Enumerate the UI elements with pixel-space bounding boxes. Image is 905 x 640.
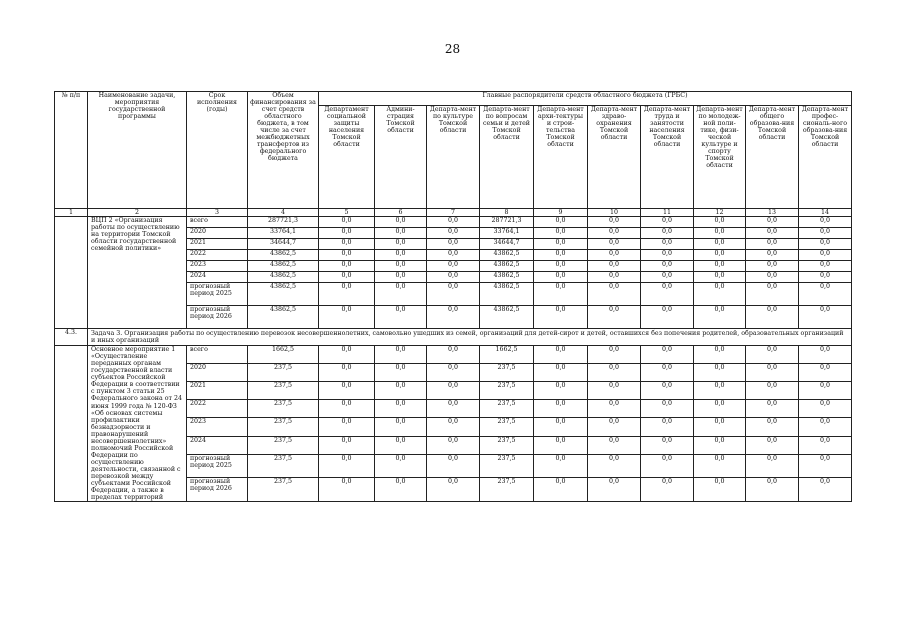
value-cell: 0,0 [375, 400, 427, 418]
value-cell: 0,0 [694, 217, 746, 228]
value-cell: 237,5 [248, 454, 319, 478]
value-cell: 0,0 [799, 283, 852, 306]
value-cell: 0,0 [375, 228, 427, 239]
period-cell: прогнозный период 2026 [187, 478, 248, 502]
value-cell: 0,0 [375, 364, 427, 382]
value-cell: 0,0 [534, 228, 588, 239]
value-cell: 0,0 [799, 272, 852, 283]
value-cell: 0,0 [641, 382, 694, 400]
task-row [55, 329, 852, 346]
value-cell: 0,0 [799, 228, 852, 239]
value-cell: 43862,5 [248, 250, 319, 261]
value-cell: 0,0 [746, 239, 799, 250]
value-cell: 0,0 [534, 217, 588, 228]
value-cell: 0,0 [641, 454, 694, 478]
value-cell: 43862,5 [480, 306, 534, 329]
value-cell: 0,0 [319, 346, 375, 364]
value-cell: 0,0 [746, 250, 799, 261]
value-cell: 0,0 [588, 454, 641, 478]
period-cell: прогнозный период 2026 [187, 306, 248, 329]
value-cell: 0,0 [534, 382, 588, 400]
value-cell: 0,0 [588, 283, 641, 306]
measure-name: Основное мероприятие 1 «Осуществление переданных органам государственной власти субъектов Российской Федерации в соответствии с пунктом 3 статьи 25 Федерального закона от 24 июня 1999 года № 120-ФЗ «Об основах системы профилактики безнадзорности и правонарушений несовершеннолетних» полномочий Российской Федерации по осуществлению деятельности, связанной с перевозкой между субъектами Российской Федерации, а также в пределах территорий [88, 346, 187, 502]
value-cell: 0,0 [319, 283, 375, 306]
value-cell: 0,0 [694, 272, 746, 283]
value-cell: 0,0 [534, 283, 588, 306]
value-cell: 0,0 [534, 306, 588, 329]
value-cell: 0,0 [694, 382, 746, 400]
value-cell: 0,0 [534, 261, 588, 272]
value-cell: 0,0 [746, 364, 799, 382]
value-cell: 0,0 [534, 250, 588, 261]
value-cell: 0,0 [799, 454, 852, 478]
period-cell: 2023 [187, 418, 248, 436]
value-cell: 0,0 [588, 382, 641, 400]
value-cell: 0,0 [694, 250, 746, 261]
value-cell: 0,0 [534, 346, 588, 364]
value-cell: 0,0 [641, 364, 694, 382]
value-cell: 0,0 [799, 217, 852, 228]
value-cell: 0,0 [694, 239, 746, 250]
value-cell: 0,0 [375, 250, 427, 261]
value-cell: 0,0 [319, 306, 375, 329]
period-cell: 2022 [187, 400, 248, 418]
value-cell: 0,0 [588, 418, 641, 436]
value-cell: 287721,3 [248, 217, 319, 228]
value-cell: 0,0 [799, 346, 852, 364]
value-cell: 0,0 [588, 261, 641, 272]
value-cell: 0,0 [799, 250, 852, 261]
period-cell: 2021 [187, 239, 248, 250]
value-cell: 237,5 [480, 382, 534, 400]
value-cell: 0,0 [375, 239, 427, 250]
value-cell: 0,0 [534, 418, 588, 436]
value-cell: 0,0 [427, 436, 480, 454]
value-cell: 1662,5 [248, 346, 319, 364]
value-cell: 0,0 [427, 228, 480, 239]
column-number: 9 [534, 209, 588, 217]
value-cell: 43862,5 [248, 306, 319, 329]
value-cell: 237,5 [248, 382, 319, 400]
value-cell: 0,0 [641, 239, 694, 250]
value-cell: 0,0 [319, 239, 375, 250]
value-cell: 0,0 [799, 418, 852, 436]
header-department: Департа-мент по молодеж-ной поли-тике, физи-ческой культуре и спорту Томской области [694, 106, 746, 209]
column-number: 3 [187, 209, 248, 217]
header-department: Департа-мент архи-тектуры и строи-тельства Томской области [534, 106, 588, 209]
value-cell: 43862,5 [480, 250, 534, 261]
value-cell: 237,5 [248, 418, 319, 436]
value-cell: 287721,3 [480, 217, 534, 228]
value-cell: 0,0 [641, 436, 694, 454]
value-cell: 0,0 [746, 217, 799, 228]
table-row [55, 217, 852, 228]
value-cell: 237,5 [248, 400, 319, 418]
value-cell: 0,0 [375, 454, 427, 478]
value-cell: 0,0 [694, 261, 746, 272]
value-cell: 0,0 [319, 400, 375, 418]
value-cell: 237,5 [480, 364, 534, 382]
value-cell: 0,0 [375, 272, 427, 283]
value-cell: 237,5 [480, 478, 534, 502]
value-cell: 0,0 [588, 346, 641, 364]
column-number: 1 [55, 209, 88, 217]
value-cell: 43862,5 [248, 272, 319, 283]
value-cell: 0,0 [588, 306, 641, 329]
value-cell: 237,5 [480, 400, 534, 418]
value-cell: 0,0 [641, 217, 694, 228]
value-cell: 0,0 [694, 306, 746, 329]
value-cell: 0,0 [427, 272, 480, 283]
value-cell: 0,0 [534, 400, 588, 418]
value-cell: 0,0 [641, 306, 694, 329]
value-cell: 0,0 [588, 272, 641, 283]
value-cell: 0,0 [427, 261, 480, 272]
value-cell: 0,0 [641, 400, 694, 418]
value-cell: 0,0 [375, 436, 427, 454]
value-cell: 0,0 [694, 478, 746, 502]
measure-name: ВЦП 2 «Организация работы по осуществлению на территории Томской области государственной семейной политики» [88, 217, 187, 329]
value-cell: 33764,1 [248, 228, 319, 239]
value-cell: 0,0 [588, 239, 641, 250]
column-number: 5 [319, 209, 375, 217]
value-cell: 0,0 [427, 400, 480, 418]
value-cell: 0,0 [319, 418, 375, 436]
value-cell: 0,0 [694, 454, 746, 478]
header-name: Наименование задачи, мероприятия государственной программы [88, 92, 187, 209]
header-department: Департа-мент общего образова-ния Томской области [746, 106, 799, 209]
value-cell: 0,0 [427, 418, 480, 436]
value-cell: 0,0 [427, 283, 480, 306]
column-number: 12 [694, 209, 746, 217]
period-cell: прогнозный период 2025 [187, 283, 248, 306]
row-num [55, 217, 88, 329]
value-cell: 0,0 [588, 400, 641, 418]
value-cell: 0,0 [641, 283, 694, 306]
value-cell: 0,0 [534, 454, 588, 478]
value-cell: 0,0 [799, 382, 852, 400]
value-cell: 43862,5 [248, 261, 319, 272]
column-number: 10 [588, 209, 641, 217]
value-cell: 0,0 [427, 250, 480, 261]
value-cell: 0,0 [694, 400, 746, 418]
value-cell: 0,0 [746, 306, 799, 329]
value-cell: 0,0 [641, 346, 694, 364]
value-cell: 0,0 [746, 400, 799, 418]
value-cell: 0,0 [641, 228, 694, 239]
value-cell: 0,0 [427, 454, 480, 478]
value-cell: 0,0 [694, 283, 746, 306]
value-cell: 0,0 [694, 436, 746, 454]
value-cell: 0,0 [534, 272, 588, 283]
value-cell: 43862,5 [248, 283, 319, 306]
value-cell: 0,0 [799, 478, 852, 502]
value-cell: 0,0 [319, 454, 375, 478]
value-cell: 0,0 [427, 364, 480, 382]
value-cell: 0,0 [319, 364, 375, 382]
period-cell: 2021 [187, 382, 248, 400]
column-number: 11 [641, 209, 694, 217]
value-cell: 0,0 [641, 272, 694, 283]
value-cell: 0,0 [375, 283, 427, 306]
value-cell: 34644,7 [480, 239, 534, 250]
value-cell: 0,0 [746, 228, 799, 239]
value-cell: 0,0 [319, 478, 375, 502]
value-cell: 0,0 [746, 272, 799, 283]
task-text: Задача 3. Организация работы по осуществлению перевозок несовершеннолетних, самовольно ушедших из семей, организаций для детей-сирот и детей, оставшихся без попечения родителей, образовательных организаций и иных организаций [88, 329, 852, 346]
value-cell: 0,0 [319, 228, 375, 239]
period-cell: всего [187, 346, 248, 364]
value-cell: 0,0 [746, 418, 799, 436]
value-cell: 43862,5 [480, 261, 534, 272]
value-cell: 0,0 [588, 364, 641, 382]
value-cell: 0,0 [319, 436, 375, 454]
value-cell: 0,0 [799, 400, 852, 418]
value-cell: 0,0 [375, 382, 427, 400]
value-cell: 0,0 [588, 436, 641, 454]
period-cell: всего [187, 217, 248, 228]
value-cell: 0,0 [694, 418, 746, 436]
value-cell: 237,5 [480, 418, 534, 436]
value-cell: 34644,7 [248, 239, 319, 250]
value-cell: 0,0 [588, 228, 641, 239]
value-cell: 237,5 [248, 364, 319, 382]
header-department: Департамент социальной защиты населения Томской области [319, 106, 375, 209]
value-cell: 0,0 [319, 217, 375, 228]
header-department: Департа-мент профес-сиональ-ного образова-ния Томской области [799, 106, 852, 209]
header-num: № п/п [55, 92, 88, 209]
value-cell: 0,0 [375, 346, 427, 364]
value-cell: 0,0 [746, 261, 799, 272]
header-department: Админи-страция Томской области [375, 106, 427, 209]
budget-table [54, 91, 852, 502]
header-department: Департа-мент по вопросам семьи и детей Томской области [480, 106, 534, 209]
value-cell: 0,0 [694, 346, 746, 364]
period-cell: 2022 [187, 250, 248, 261]
header-department: Департа-мент труда и занятости населения Томской области [641, 106, 694, 209]
column-number: 13 [746, 209, 799, 217]
header-term: Срок исполнения (годы) [187, 92, 248, 209]
value-cell: 237,5 [248, 436, 319, 454]
value-cell: 0,0 [746, 346, 799, 364]
period-cell: 2024 [187, 436, 248, 454]
value-cell: 0,0 [427, 239, 480, 250]
header-grbs: Главные распорядители средств областного бюджета (ГРБС) [319, 92, 852, 106]
value-cell: 0,0 [427, 478, 480, 502]
value-cell: 0,0 [694, 364, 746, 382]
period-cell: прогнозный период 2025 [187, 454, 248, 478]
value-cell: 0,0 [588, 250, 641, 261]
value-cell: 0,0 [534, 436, 588, 454]
value-cell: 0,0 [641, 261, 694, 272]
period-cell: 2020 [187, 228, 248, 239]
value-cell: 0,0 [427, 382, 480, 400]
value-cell: 0,0 [319, 250, 375, 261]
value-cell: 0,0 [375, 478, 427, 502]
value-cell: 237,5 [480, 436, 534, 454]
value-cell: 0,0 [641, 478, 694, 502]
value-cell: 0,0 [694, 228, 746, 239]
column-number: 7 [427, 209, 480, 217]
value-cell: 0,0 [375, 306, 427, 329]
value-cell: 0,0 [746, 454, 799, 478]
header-department: Департа-мент по культуре Томской области [427, 106, 480, 209]
value-cell: 43862,5 [480, 283, 534, 306]
value-cell: 0,0 [746, 436, 799, 454]
value-cell: 0,0 [534, 364, 588, 382]
value-cell: 33764,1 [480, 228, 534, 239]
value-cell: 0,0 [588, 478, 641, 502]
page-number: 28 [444, 42, 461, 56]
value-cell: 0,0 [641, 250, 694, 261]
column-number: 4 [248, 209, 319, 217]
value-cell: 0,0 [534, 239, 588, 250]
value-cell: 0,0 [375, 261, 427, 272]
value-cell: 43862,5 [480, 272, 534, 283]
column-number: 14 [799, 209, 852, 217]
period-cell: 2020 [187, 364, 248, 382]
value-cell: 0,0 [746, 283, 799, 306]
value-cell: 0,0 [319, 261, 375, 272]
period-cell: 2024 [187, 272, 248, 283]
task-num: 4.3. [55, 329, 88, 346]
value-cell: 0,0 [746, 382, 799, 400]
value-cell: 0,0 [375, 418, 427, 436]
value-cell: 0,0 [799, 436, 852, 454]
column-number: 6 [375, 209, 427, 217]
table-row [55, 346, 852, 364]
value-cell: 0,0 [375, 217, 427, 228]
row-num [55, 346, 88, 502]
column-number: 2 [88, 209, 187, 217]
value-cell: 0,0 [641, 418, 694, 436]
value-cell: 0,0 [319, 272, 375, 283]
column-number: 8 [480, 209, 534, 217]
value-cell: 0,0 [588, 217, 641, 228]
value-cell: 0,0 [534, 478, 588, 502]
value-cell: 0,0 [799, 261, 852, 272]
value-cell: 0,0 [427, 306, 480, 329]
value-cell: 1662,5 [480, 346, 534, 364]
value-cell: 0,0 [746, 478, 799, 502]
value-cell: 0,0 [799, 239, 852, 250]
header-department: Департа-мент здраво-охранения Томской области [588, 106, 641, 209]
column-numbers-row [55, 209, 852, 217]
value-cell: 0,0 [319, 382, 375, 400]
value-cell: 0,0 [799, 306, 852, 329]
value-cell: 0,0 [799, 364, 852, 382]
value-cell: 0,0 [427, 346, 480, 364]
header-volume: Объем финансирования за счет средств областного бюджета, в том числе за счет межбюджетных трансфертов из федерального бюджета [248, 92, 319, 209]
period-cell: 2023 [187, 261, 248, 272]
value-cell: 237,5 [248, 478, 319, 502]
value-cell: 0,0 [427, 217, 480, 228]
value-cell: 237,5 [480, 454, 534, 478]
